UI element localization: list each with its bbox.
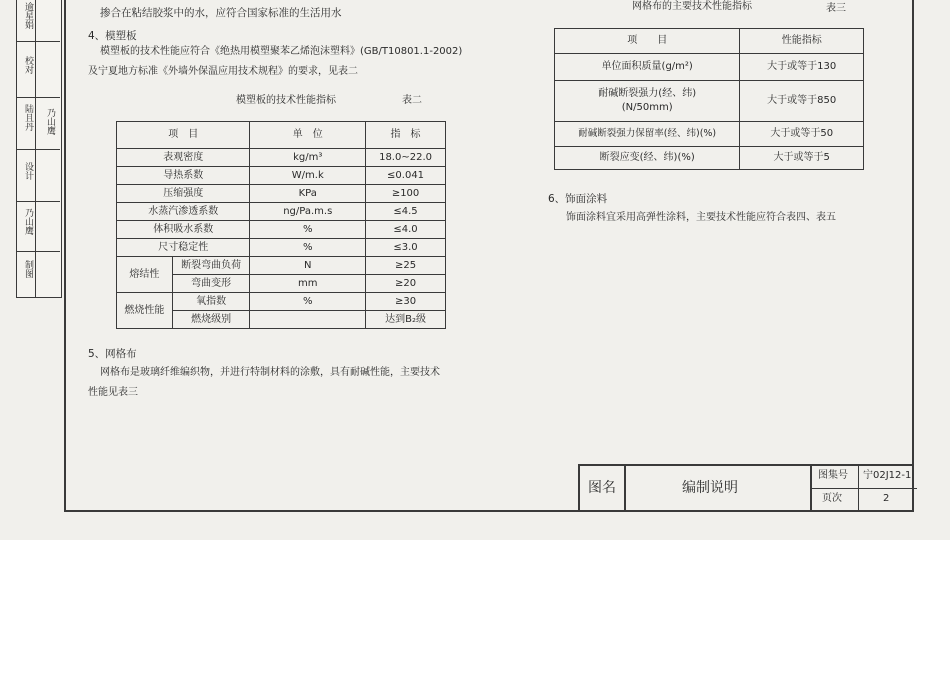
cell-value: ≥100	[366, 185, 446, 203]
title-cell	[624, 466, 810, 512]
strip-cell	[17, 0, 60, 42]
table-row	[117, 149, 446, 167]
header-cell: 项 目	[555, 29, 740, 54]
section-4-title: 4、模塑板	[88, 30, 137, 42]
cell-value: ≤4.0	[366, 221, 446, 239]
cell-value: ≤4.5	[366, 203, 446, 221]
section-5-paragraph: 网格布是玻璃纤维编织物，并进行特制材料的涂敷，具有耐碱性能，主要技术	[100, 367, 440, 378]
cell-item: 断裂应变(经、纬)(%)	[555, 147, 740, 170]
cell-unit: %	[250, 221, 366, 239]
table-row	[117, 257, 446, 275]
strip-cell	[17, 252, 60, 296]
cell-unit: %	[250, 239, 366, 257]
table-row	[117, 167, 446, 185]
cell-value: ≥25	[366, 257, 446, 275]
table-row	[117, 239, 446, 257]
cell-item-unit: (N/50mm)	[621, 102, 673, 113]
group-name: 燃烧性能	[117, 293, 173, 329]
row-divider	[859, 488, 917, 489]
cell-value: 达到B₂级	[366, 311, 446, 329]
cell-item: 尺寸稳定性	[117, 239, 250, 257]
header-cell: 性能指标	[740, 29, 864, 54]
table-row	[117, 203, 446, 221]
cell-value: 大于或等于50	[740, 122, 864, 147]
cell-unit: ng/Pa.m.s	[250, 203, 366, 221]
table-row	[555, 122, 864, 147]
cell-item-text: 耐碱断裂强力(经、纬)	[598, 88, 697, 99]
cell-unit: W/m.k	[250, 167, 366, 185]
cell-item: 燃烧级别	[172, 311, 250, 329]
cell-value: ≥30	[366, 293, 446, 311]
cell-value: ≥20	[366, 275, 446, 293]
strip-label: 逾星娟	[23, 2, 33, 29]
table-row	[117, 221, 446, 239]
cell-unit: kg/m³	[250, 149, 366, 167]
cell-item: 氧指数	[172, 293, 250, 311]
section-5-paragraph: 性能见表三	[88, 387, 138, 398]
strip-label: 设计	[23, 162, 33, 180]
cell-unit: mm	[250, 275, 366, 293]
section-6-title: 6、饰面涂料	[548, 193, 608, 205]
cell-unit	[250, 311, 366, 329]
row-divider	[812, 488, 860, 489]
cell-item: 压缩强度	[117, 185, 250, 203]
cell-item: 体积吸水系数	[117, 221, 250, 239]
cell-unit: KPa	[250, 185, 366, 203]
page-label: 页次	[822, 493, 842, 504]
cell-item: 耐碱断裂强力保留率(经、纬)(%)	[555, 122, 740, 147]
strip-cell	[17, 42, 60, 98]
cell-value: 大于或等于130	[740, 54, 864, 81]
table-3-number: 表三	[826, 3, 846, 14]
cell-item: 弯曲变形	[172, 275, 250, 293]
strip-label: 校对	[23, 56, 33, 74]
title-block	[578, 464, 914, 512]
atlas-label: 图集号	[818, 470, 848, 481]
strip-cell	[17, 98, 60, 150]
table-2-number: 表二	[402, 95, 422, 106]
table-2	[116, 121, 446, 329]
table-2-header	[117, 122, 446, 149]
table-row	[117, 185, 446, 203]
drawing-title: 编制说明	[682, 480, 738, 496]
section-6-paragraph: 饰面涂料宜采用高弹性涂料，主要技术性能应符合表四、表五	[566, 212, 836, 223]
cell-unit: %	[250, 293, 366, 311]
cell-unit: N	[250, 257, 366, 275]
strip-label: 制图	[23, 260, 33, 278]
strip-label: 乃山鹰	[23, 208, 33, 235]
label-cell	[810, 466, 858, 512]
section-4-paragraph: 模塑板的技术性能应符合《绝热用模塑聚苯乙烯泡沫塑料》(GB/T10801.1-2002)	[100, 46, 463, 57]
section-5-title: 5、网格布	[88, 348, 137, 360]
cell-value: 大于或等于5	[740, 147, 864, 170]
title-block-label: 图名	[588, 480, 616, 496]
cell-item: 水蒸汽渗透系数	[117, 203, 250, 221]
header-cell: 单 位	[250, 122, 366, 149]
cell-item: 断裂弯曲负荷	[172, 257, 250, 275]
header-cell: 指 标	[366, 122, 446, 149]
table-row	[555, 54, 864, 81]
cell-item: 单位面积质量(g/m²)	[555, 54, 740, 81]
cell-value: 18.0~22.0	[366, 149, 446, 167]
value-cell	[858, 466, 916, 512]
table-row	[555, 147, 864, 170]
cell-value: ≤0.041	[366, 167, 446, 185]
table-3	[554, 28, 864, 170]
intro-line: 掺合在粘结胶浆中的水，应符合国家标准的生活用水	[100, 7, 342, 19]
strip-cell	[17, 150, 60, 202]
table-2-caption: 模塑板的技术性能指标	[236, 95, 336, 106]
table-3-header	[555, 29, 864, 54]
section-4-paragraph: 及宁夏地方标准《外墙外保温应用技术规程》的要求，见表二	[88, 66, 358, 77]
atlas-number: 宁02J12-1	[863, 470, 912, 481]
header-cell: 项 目	[117, 122, 250, 149]
cell-item: 表观密度	[117, 149, 250, 167]
strip-cell	[17, 202, 60, 252]
page-number: 2	[883, 493, 890, 504]
cell-item	[555, 81, 740, 122]
cell-value: ≤3.0	[366, 239, 446, 257]
table-row	[117, 293, 446, 311]
table-3-caption: 网格布的主要技术性能指标	[632, 1, 752, 12]
table-row	[555, 81, 864, 122]
group-name: 熔结性	[117, 257, 173, 293]
cell-value: 大于或等于850	[740, 81, 864, 122]
cell-item: 导热系数	[117, 167, 250, 185]
signature-strip	[16, 0, 62, 298]
strip-signature: 乃山鹰	[45, 108, 55, 135]
strip-label: 陆且丹	[23, 104, 33, 131]
